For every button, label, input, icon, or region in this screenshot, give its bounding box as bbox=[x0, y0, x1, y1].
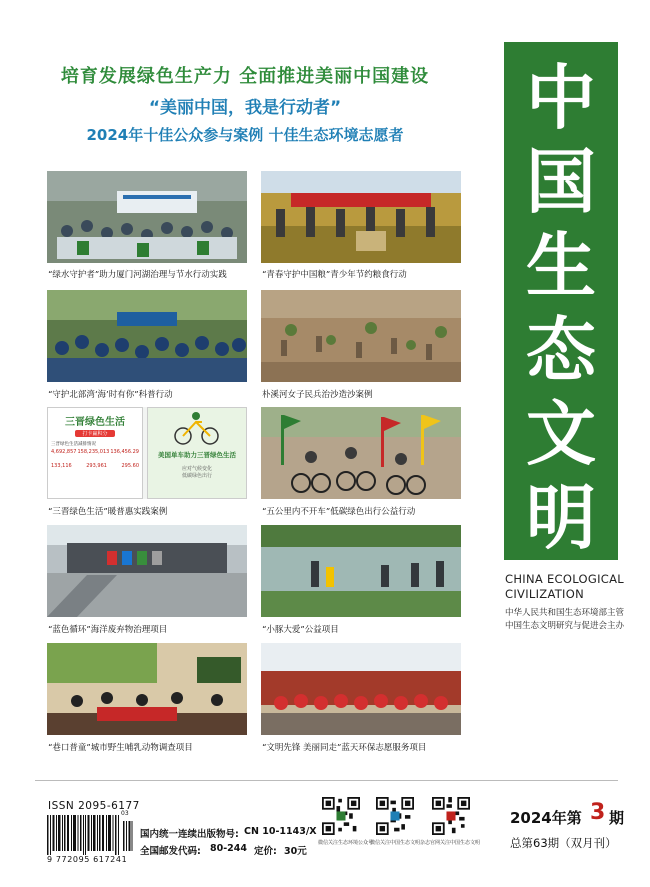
app-screen-stats bbox=[47, 407, 143, 499]
case-caption-3: “守护北部湾‘海’时有你”科普行动 bbox=[48, 390, 173, 400]
stat-value: 4,692,857 bbox=[51, 449, 77, 455]
poster-subtitle: 低碳绿色出行 bbox=[181, 473, 212, 479]
case-photo-5 bbox=[47, 407, 247, 499]
app-title: 三晋绿色生活 bbox=[65, 417, 125, 428]
qr-caption-2: 微信关注中国生态文明杂志 bbox=[370, 840, 431, 846]
qr-caption-3: 官网关注中国生态文明 bbox=[430, 840, 481, 846]
issn-number: ISSN 2095-6177 bbox=[48, 800, 140, 812]
stat-value: 136,456.29 bbox=[110, 449, 139, 455]
case-caption-8: “小豚大爱”公益项目 bbox=[262, 625, 339, 635]
masthead-title-block bbox=[504, 42, 618, 560]
issue-suffix: 期 bbox=[609, 809, 625, 827]
masthead-char: 明 bbox=[526, 477, 596, 559]
masthead-char: 生 bbox=[526, 225, 596, 307]
postal-value: 80-244 bbox=[210, 843, 247, 854]
headline-theme: 培育发展绿色生产力 全面推进美丽中国建设 bbox=[60, 66, 430, 87]
headline-awards: 2024年十佳公众参与案例 十佳生态环境志愿者 bbox=[86, 126, 404, 144]
case-photo-10 bbox=[261, 643, 461, 735]
case-caption-5: “三晋绿色生活”暖普惠实践案例 bbox=[48, 507, 168, 517]
magazine-qr-icon[interactable] bbox=[376, 797, 414, 835]
barcode-addon: 03 bbox=[121, 810, 129, 817]
case-photo-3 bbox=[47, 290, 247, 382]
app-button: 打卡赢积分 bbox=[75, 430, 115, 437]
cn-label: 国内统一连续出版物号: bbox=[140, 829, 239, 840]
case-photo-6 bbox=[261, 407, 461, 499]
price-label: 定价: bbox=[254, 846, 277, 857]
case-photo-2 bbox=[261, 171, 461, 263]
case-caption-6: “五公里内不开车”低碳绿色出行公益行动 bbox=[262, 507, 416, 517]
publisher-host: 中国生态文明研究与促进会主办 bbox=[505, 621, 625, 631]
bicycle-icon bbox=[148, 408, 247, 448]
case-caption-10: “文明先锋 美丽同走”蓝天环保志愿服务项目 bbox=[262, 743, 427, 753]
case-photo-1 bbox=[47, 171, 247, 263]
issue-year: 2024年第 bbox=[510, 809, 582, 827]
stat-value: 295.60 bbox=[121, 463, 139, 469]
stats-title: 三晋绿色生活减排情况 bbox=[51, 442, 96, 447]
case-caption-2: “青春守护中国粮”青少年节约粮食行动 bbox=[262, 270, 407, 280]
footer-divider bbox=[35, 780, 618, 781]
stat-value: 293,961 bbox=[86, 463, 107, 469]
qr-caption-1: 微信关注生态环境公众号 bbox=[318, 840, 374, 846]
masthead-english-line1: CHINA ECOLOGICAL bbox=[505, 572, 624, 586]
website-qr-icon[interactable] bbox=[432, 797, 470, 835]
total-issue: 总第63期（双月刊） bbox=[510, 836, 617, 850]
masthead-char: 中 bbox=[526, 57, 596, 139]
stat-value: 133,116 bbox=[51, 463, 72, 469]
app-screen-poster bbox=[147, 407, 247, 499]
case-photo-7 bbox=[47, 525, 247, 617]
barcode-icon bbox=[47, 815, 133, 855]
masthead-english-line2: CIVILIZATION bbox=[505, 587, 585, 601]
case-caption-7: “蓝色循环”海洋废弃物治理项目 bbox=[48, 625, 168, 635]
case-caption-1: “绿水守护者”助力厦门河湖治理与节水行动实践 bbox=[48, 270, 227, 280]
masthead-char: 文 bbox=[526, 393, 596, 475]
masthead-char: 态 bbox=[526, 309, 596, 391]
poster-subtitle: 应对气候变化 bbox=[181, 466, 212, 472]
poster-title: 美国单车助力三晋绿色生活 bbox=[158, 451, 236, 459]
case-photo-9 bbox=[47, 643, 247, 735]
wechat-qr-icon[interactable] bbox=[322, 797, 360, 835]
masthead-char: 国 bbox=[526, 141, 596, 223]
postal-label: 全国邮发代码: bbox=[140, 846, 201, 857]
case-caption-4: 朴溪河女子民兵治沙造沙案例 bbox=[262, 390, 373, 400]
issue-number: 3 bbox=[590, 800, 606, 825]
case-photo-4 bbox=[261, 290, 461, 382]
headline-slogan: “美丽中国，我是行动者” bbox=[148, 98, 342, 118]
publisher-sponsor: 中华人民共和国生态环境部主管 bbox=[505, 608, 625, 618]
case-caption-9: “巷口普童”城市野生哺乳动物调查项目 bbox=[48, 743, 193, 753]
case-photo-8 bbox=[261, 525, 461, 617]
cn-value: CN 10-1143/X bbox=[244, 826, 317, 837]
price-value: 30元 bbox=[284, 846, 307, 857]
stat-value: 158,235,013 bbox=[77, 449, 110, 455]
barcode-number: 9 772095 617241 bbox=[47, 855, 128, 864]
